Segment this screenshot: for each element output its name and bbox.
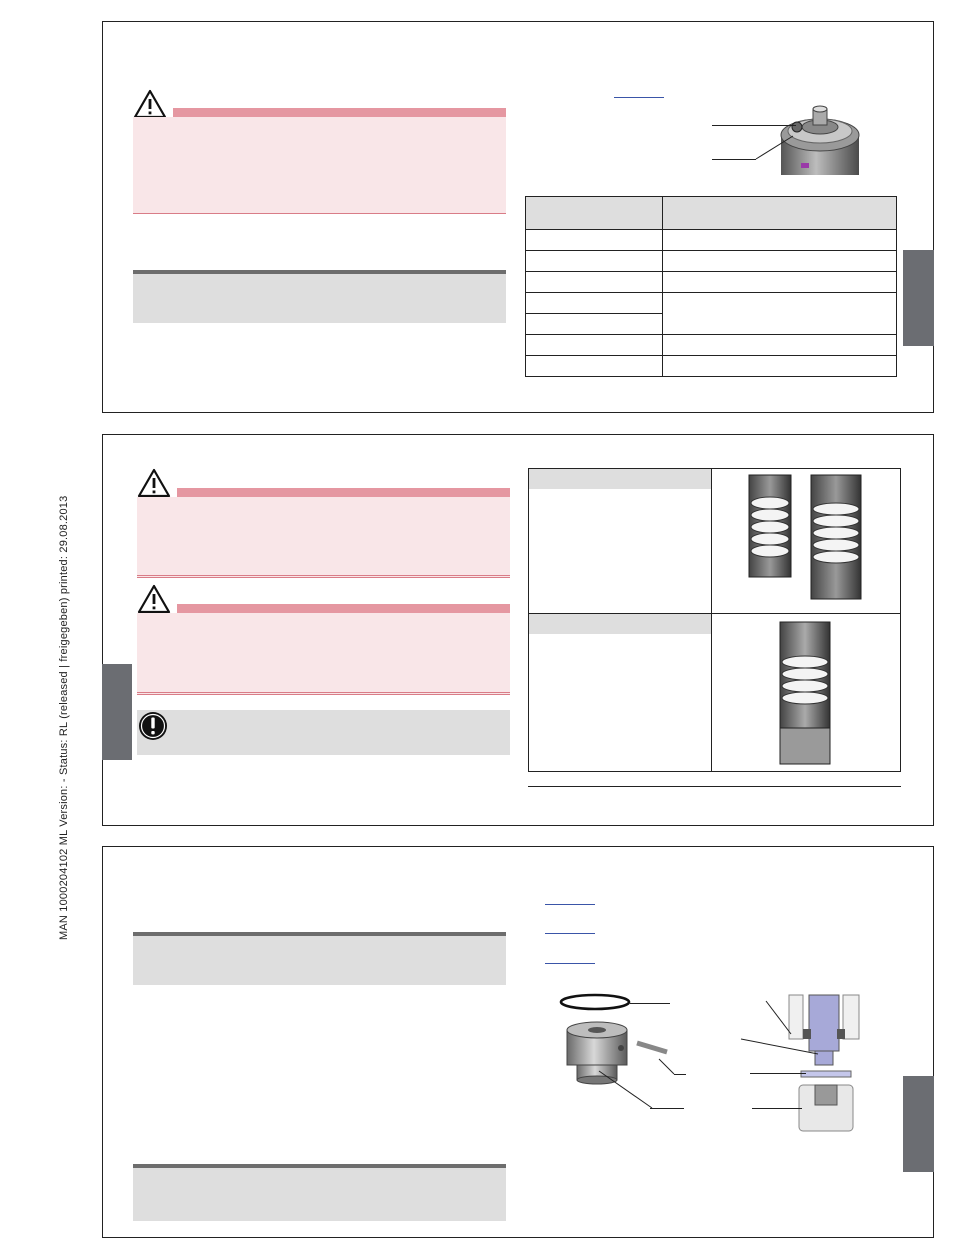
- callout-line: [650, 1108, 684, 1109]
- warning-triangle-icon: [137, 468, 171, 498]
- warning-header-strip: [177, 604, 510, 613]
- table-cell: [526, 272, 663, 293]
- callout-line-diagonal: [755, 135, 795, 161]
- chapter-tab: [102, 664, 132, 760]
- document-status-text: MAN 1000204102 ML Version: - Status: RL (released | freigegeben) printed: 29.08.2013: [58, 495, 70, 940]
- callout-line-diagonal: [598, 1070, 654, 1110]
- table-column-divider: [711, 469, 712, 771]
- reference-link[interactable]: [545, 963, 595, 964]
- valve-section-illustration: [785, 993, 865, 1133]
- chapter-tab: [903, 1076, 934, 1172]
- note-box: [133, 1164, 506, 1221]
- warning-triangle-icon: [137, 584, 171, 614]
- warning-header-strip: [177, 488, 510, 497]
- table-cell: [663, 251, 897, 272]
- chapter-tab: [903, 250, 934, 346]
- table-cell: [663, 293, 897, 335]
- table-cell: [663, 356, 897, 377]
- callout-line: [630, 1003, 670, 1004]
- packing-stack-illustration: [776, 618, 834, 768]
- split-packing-illustration: [745, 473, 867, 603]
- table-cell: [663, 272, 897, 293]
- table-header-cell: [663, 197, 897, 230]
- table-cell: [526, 293, 663, 314]
- table-cell: [526, 314, 663, 335]
- callout-line: [750, 1073, 806, 1074]
- reference-link[interactable]: [614, 97, 664, 98]
- table-end-rule: [528, 786, 901, 787]
- table-header-cell: [526, 197, 663, 230]
- callout-line-diagonal: [765, 1000, 793, 1036]
- table-cell: [663, 335, 897, 356]
- exclamation-circle-icon: [137, 710, 169, 742]
- parts-table: [525, 196, 897, 377]
- warning-header-strip: [173, 108, 506, 117]
- warning-box: [133, 117, 506, 214]
- warning-box: [137, 613, 510, 695]
- notice-box: [137, 710, 510, 755]
- table-header-cell: [529, 469, 711, 489]
- warning-triangle-icon: [133, 89, 167, 119]
- callout-line-diagonal: [658, 1058, 676, 1076]
- callout-line-diagonal: [740, 1038, 820, 1056]
- table-cell: [526, 251, 663, 272]
- note-box: [133, 270, 506, 323]
- table-cell: [526, 356, 663, 377]
- note-box: [133, 932, 506, 985]
- table-header-cell: [529, 614, 711, 634]
- reference-link[interactable]: [545, 904, 595, 905]
- table-cell: [663, 230, 897, 251]
- callout-line: [712, 159, 756, 160]
- warning-box: [137, 497, 510, 578]
- reference-link[interactable]: [545, 933, 595, 934]
- table-cell: [526, 230, 663, 251]
- table-cell: [526, 335, 663, 356]
- callout-line: [752, 1108, 802, 1109]
- callout-line: [712, 125, 796, 126]
